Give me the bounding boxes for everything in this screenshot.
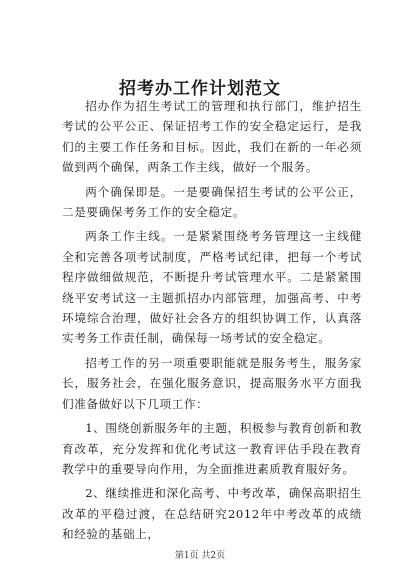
paragraph: 两条工作主线。一是紧紧围绕考务管理这一主线健全和完善各项考试制度，严格考试纪律，把每一个考试程序做细做规范，不断提升考试管理水平。二是紧紧围绕平安考试这一主题抓招办内部管理，加强高考、中考环境综合治理，做好社会各方的组织协调工作，认真落实考务工作责任制，确保每一场考试的安全稳定。 — [62, 229, 362, 346]
paragraph: 招考工作的另一项重要职能就是服务考生，服务家长，服务社会，在强化服务意识，提高服务水平方面我们准备做好以下几项工作： — [62, 355, 362, 411]
document-body — [62, 96, 362, 549]
page-number: 第1页 共2页 — [174, 551, 226, 561]
document-title: 招考办工作计划范文 — [119, 79, 281, 99]
paragraph: 2、继续推进和深化高考、中考改革，确保高职招生改革的平稳过渡，在总结研究2012年中考改革的成绩和经验的基础上， — [62, 486, 362, 542]
paragraph: 1、围绕创新服务年的主题，积极参与教育创新和教育改革，充分发挥和优化考试这一教育评估手段在教育教学中的重要导向作用，为全面推进素质教育服好务。 — [62, 421, 362, 476]
paragraph: 招办作为招生考试工的管理和执行部门，维护招生考试的公平公正、保证招考工作的安全稳定运行，是我们的主要工作任务和目标。因此，我们在新的一年必须做到两个确保，两条工作主线，做好一个服务。 — [62, 99, 362, 175]
paragraph: 两个确保即是。一是要确保招生考试的公平公正，二是要确保考务工作的安全稳定。 — [62, 184, 362, 220]
